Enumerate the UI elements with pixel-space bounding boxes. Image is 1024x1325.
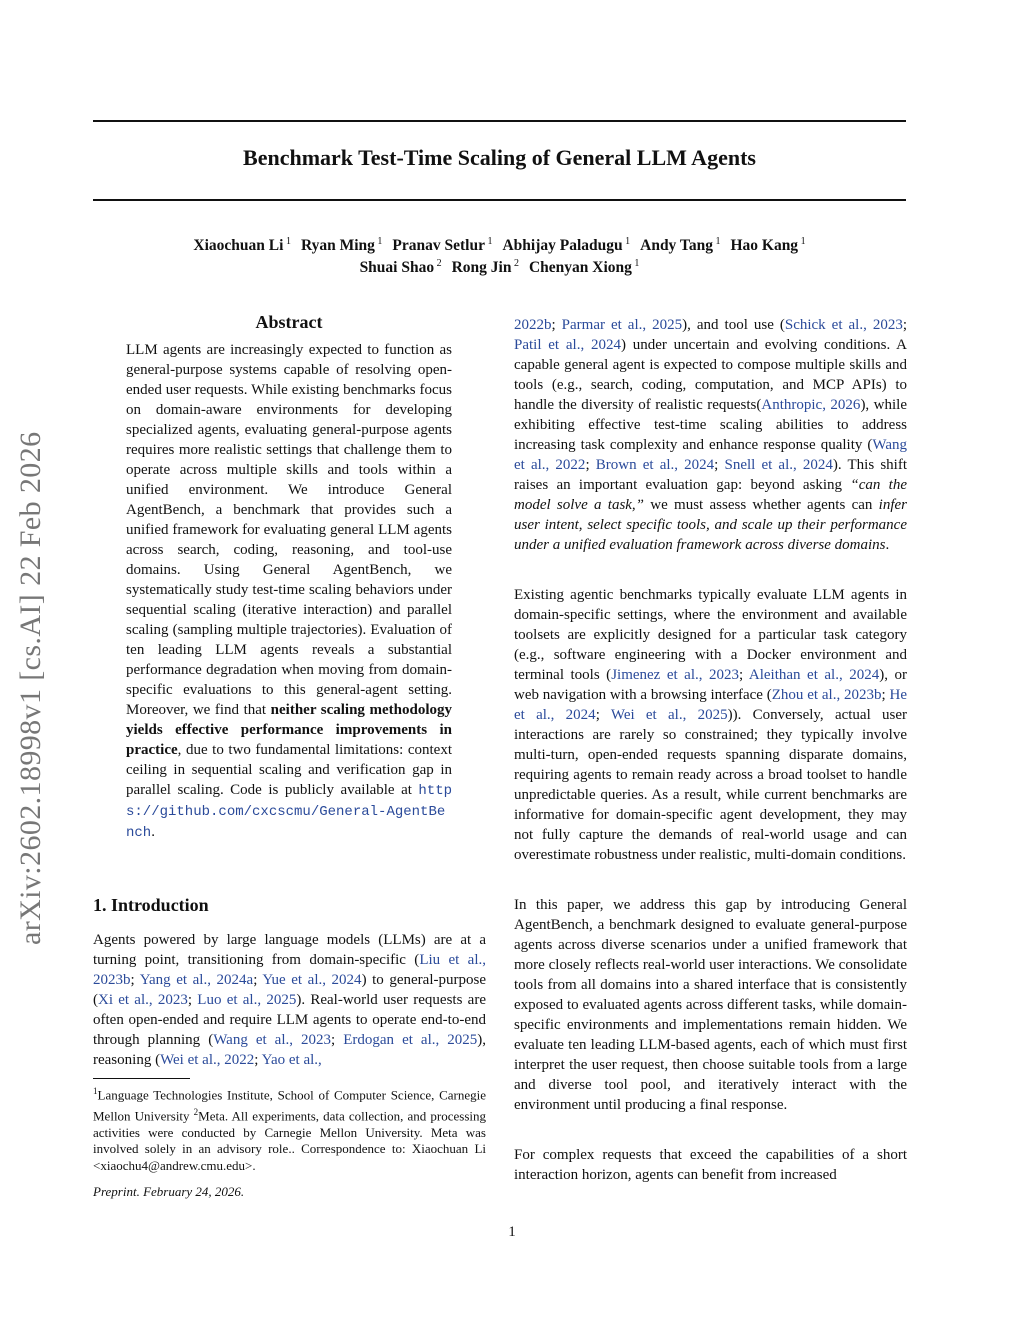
code-repository-link[interactable]: https://github.com/cxcscmu/General-AgentBench	[126, 783, 452, 841]
author-name-text: Andy Tang	[640, 237, 713, 255]
citation-link[interactable]: Brown et al., 2024	[595, 457, 715, 473]
author-affiliation-mark: 1	[631, 258, 640, 269]
citation-link[interactable]: Erdogan et al., 2025	[343, 1032, 478, 1048]
citation-link[interactable]: He et al., 2024	[514, 687, 907, 723]
abstract-text-a: LLM agents are increasingly expected to function as general-purpose systems capable of resolving open-ended user requests. While existing benchmarks focus on domain-aware environments for developing specialized agents, evaluating general-purpose agents requires more realistic settings that challenge them to operate across multiple skills and tools within a unified environment. We introduce General AgentBench, a benchmark that provides such a unified framework for evaluating general LLM agents across search, coding, reasoning, and tool-use domains. Using General AgentBench, we systematically study test-time scaling behaviors under sequential scaling (iterative interaction) and parallel scaling (sampling multiple trajectories). Evaluation of ten leading LLM agents reveals a substantial performance degradation when moving from domain-specific evaluations to this general-agent setting. Moreover, we find that	[126, 342, 452, 718]
author-affiliation-mark: 2	[511, 258, 519, 269]
preprint-date: Preprint. February 24, 2026.	[93, 1184, 245, 1199]
arxiv-identifier-stamp: arXiv:2602.18998v1 [cs.AI] 22 Feb 2026	[14, 431, 47, 945]
author-name-text: Ryan Ming	[300, 237, 375, 255]
body-text: ;	[595, 707, 611, 723]
citation-link[interactable]: Wang et al., 2023	[213, 1032, 332, 1048]
body-text: Existing agentic benchmarks typically evaluate LLM agents in domain-specific settings, where the environment and available toolsets are explicitly designed for a particular task category (e.g., software engineering with a Docker environment and terminal tools (	[514, 587, 907, 683]
citation-link[interactable]: Liu et al., 2023b	[93, 952, 487, 988]
body-text: ), or web navigation with a browsing interface (	[514, 667, 907, 703]
author-name-text: Xiaochuan Li	[193, 237, 284, 255]
footnote-rule	[93, 1078, 190, 1079]
citation-link[interactable]: Wei et al., 2025	[610, 707, 728, 723]
body-text: ;	[254, 1052, 262, 1068]
right-column-paragraph-1	[514, 315, 907, 555]
footnote-text-a: Language Technologies Institute, School of Computer Science, Carnegie Mellon University	[93, 1087, 486, 1124]
citation-link[interactable]: Schick et al., 2023	[784, 317, 903, 333]
author-affiliation-mark: 1	[283, 236, 291, 247]
right-column-paragraph-3: In this paper, we address this gap by introducing General AgentBench, a benchmark designed to evaluate general-purpose agents across diverse scenarios under a unified framework that more closely reflects real-world user interactions. We consolidate tools from all domains into a shared interface that is consistently exposed to evaluated agents across different tasks, while domain-specific environments and implementations remain hidden. We evaluate ten leading LLM-based agents, each of which must first interpret the user request, then choose suitable tools from a large and diverse tool pool, and iteratively interact with the environment until producing a final response.	[514, 897, 907, 1113]
author-name	[640, 237, 720, 254]
author-affiliation-mark: 1	[484, 236, 493, 247]
body-text: ), reasoning (	[93, 1032, 487, 1068]
citation-link[interactable]: Luo et al., 2025	[197, 992, 297, 1008]
author-list-line1	[93, 236, 906, 255]
citation-link[interactable]: Xi et al., 2023	[98, 992, 188, 1008]
body-text: ;	[551, 317, 562, 333]
abstract-heading: Abstract	[255, 312, 323, 332]
body-text: ;	[714, 457, 725, 473]
footnote-mark-2: 2	[193, 1106, 199, 1117]
body-text: ). This shift raises an important evaluation gap: beyond asking	[514, 457, 907, 493]
citation-link[interactable]: Yang et al., 2024a	[139, 972, 254, 988]
author-name-text: Hao Kang	[730, 237, 799, 255]
abstract-key-finding: neither scaling methodology yields effective performance improvements in practice	[126, 702, 452, 758]
right-column-paragraph-2	[514, 585, 907, 865]
citation-link[interactable]: Patil et al., 2024	[514, 337, 621, 353]
author-affiliation-mark: 1	[374, 236, 383, 247]
author-affiliation-mark: 1	[712, 236, 721, 247]
author-name	[392, 237, 492, 254]
body-text: ;	[130, 972, 140, 988]
section-heading-introduction: 1. Introduction	[93, 895, 209, 915]
author-affiliation-mark: 1	[622, 236, 631, 247]
footnote-text-b: Meta. All experiments, data collection, and processing activities were conducted by Carnegie Mellon University. Meta was involved solely in an advisory role.. Correspondence to: Xiaochuan Li <xiaochu4@andrew.cmu.edu>.	[93, 1108, 487, 1173]
author-name	[452, 259, 519, 276]
body-text: Agents powered by large language models (LLMs) are at a turning point, transitioning from domain-specific (	[93, 932, 486, 968]
citation-link[interactable]: Yao et al.,	[261, 1052, 322, 1068]
abstract-text-c: .	[151, 824, 155, 840]
body-text: we must assess whether agents can	[644, 497, 879, 513]
body-text: ;	[881, 687, 890, 703]
body-text: ;	[253, 972, 263, 988]
body-text: ). Real-world user requests are often open-ended and require LLM agents to operate end-to-end through planning (	[93, 992, 486, 1048]
body-text: ), and tool use (	[682, 317, 785, 333]
citation-link[interactable]: Anthropic, 2026	[761, 397, 861, 413]
emphasis-text: infer user intent, select specific tools, and scale up their performance under a unified evaluation framework across diverse domains	[514, 497, 907, 553]
footnote-mark-1: 1	[93, 1086, 98, 1096]
author-list-line2	[93, 258, 906, 277]
author-name-text: Abhijay Paladugu	[502, 237, 623, 255]
citation-link[interactable]: Aleithan et al., 2024	[748, 667, 880, 683]
abstract-text-b: , due to two fundamental limitations: context ceiling in sequential scaling and verification gap in parallel scaling. Code is publicly available at	[126, 742, 452, 798]
body-text: .	[885, 537, 890, 553]
citation-link[interactable]: Parmar et al., 2025	[561, 317, 683, 333]
body-text: ;	[902, 317, 907, 333]
author-name-text: Chenyan Xiong	[528, 259, 632, 277]
author-affiliation-mark: 2	[434, 258, 442, 269]
author-name	[193, 237, 291, 254]
citation-link[interactable]: Snell et al., 2024	[724, 457, 833, 473]
paper-title: Benchmark Test-Time Scaling of General LLM Agents	[243, 145, 756, 170]
citation-link[interactable]: Wang et al., 2022	[514, 437, 907, 473]
author-name	[301, 237, 382, 254]
author-name-text: Rong Jin	[451, 259, 512, 277]
abstract-body	[126, 340, 452, 843]
body-text: ;	[739, 667, 749, 683]
title-rule-bottom	[93, 199, 906, 201]
citation-link[interactable]: 2022b	[514, 317, 552, 333]
body-text: ) to general-purpose (	[93, 972, 486, 1008]
author-name-text: Shuai Shao	[359, 259, 435, 277]
citation-link[interactable]: Jimenez et al., 2023	[611, 667, 740, 683]
author-name	[529, 259, 639, 276]
page-number: 1	[508, 1224, 516, 1240]
citation-link[interactable]: Wei et al., 2022	[160, 1052, 255, 1068]
body-text: ) under uncertain and evolving conditions. A capable general agent is expected to compose multiple skills and tools (e.g., search, coding, computation, and MCP APIs) to handle the diversity of realistic requests(	[514, 337, 907, 413]
affiliation-footnote	[93, 1083, 486, 1174]
author-name	[730, 237, 805, 254]
body-text: )). Conversely, actual user interactions are rarely so constrained; they typically involve multi-turn, open-ended requests spanning disparate domains, requiring agents to remain ready across a broad toolset to handle unpredictable queries. As a result, while current benchmarks are informative for domain-specific agent development, they may not fully capture the demands of real-world usage and can overestimate robustness under realistic, multi-domain conditions.	[514, 707, 907, 863]
author-name	[502, 237, 630, 254]
citation-link[interactable]: Yue et al., 2024	[262, 972, 362, 988]
body-text: ;	[331, 1032, 344, 1048]
author-affiliation-mark: 1	[798, 236, 806, 247]
citation-link[interactable]: Zhou et al., 2023b	[771, 687, 882, 703]
emphasis-text: “can the model solve a task,”	[514, 477, 908, 513]
body-text: ), while exhibiting effective test-time scaling abilities to address increasing task complexity and enhance response quality (	[514, 397, 907, 453]
body-text: ;	[585, 457, 596, 473]
right-column-paragraph-4: For complex requests that exceed the capabilities of a short interaction horizon, agents can benefit from increased	[514, 1147, 907, 1183]
author-name-text: Pranav Setlur	[392, 237, 485, 255]
author-name	[360, 259, 442, 276]
title-rule-top	[93, 120, 906, 122]
intro-paragraph-1	[93, 930, 486, 1070]
body-text: ;	[187, 992, 198, 1008]
